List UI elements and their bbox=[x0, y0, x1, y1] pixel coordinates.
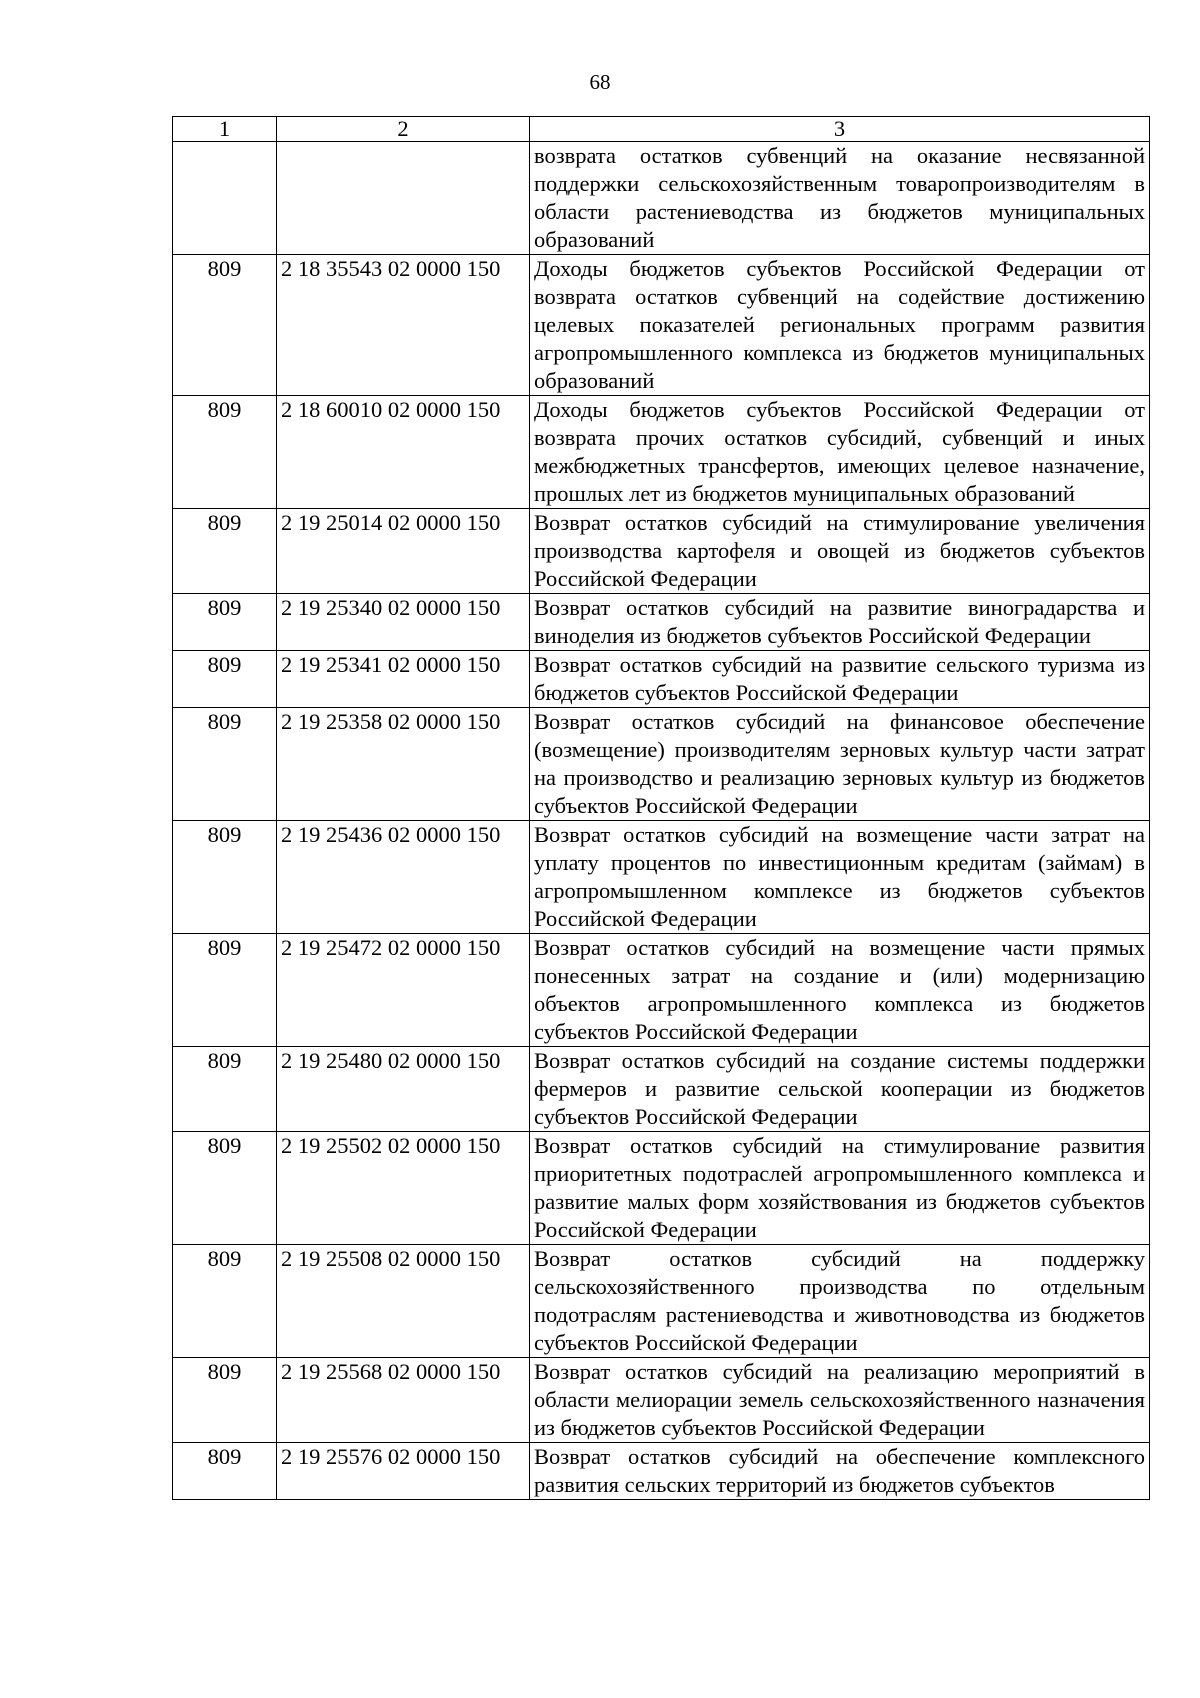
budget-code-cell: 2 19 25502 02 0000 150 bbox=[277, 1132, 530, 1245]
budget-code-cell: 2 19 25341 02 0000 150 bbox=[277, 651, 530, 708]
table-row bbox=[173, 1358, 1150, 1443]
budget-codes-table bbox=[172, 116, 1150, 1500]
description-cell: Возврат остатков субсидий на обеспечение комплексного развития сельских территорий из бюджетов субъектов bbox=[530, 1443, 1150, 1500]
budget-code-cell: 2 19 25358 02 0000 150 bbox=[277, 708, 530, 821]
admin-code-cell: 809 bbox=[173, 1245, 277, 1358]
table-row bbox=[173, 651, 1150, 708]
admin-code-cell bbox=[173, 142, 277, 255]
description-cell: Возврат остатков субсидий на возмещение части прямых понесенных затрат на создание и (или) модернизацию объектов агропромышленного комплекса из бюджетов субъектов Российской Федерации bbox=[530, 934, 1150, 1047]
table-row bbox=[173, 594, 1150, 651]
description-cell: Возврат остатков субсидий на финансовое обеспечение (возмещение) производителям зерновых культур части затрат на производство и реализацию зерновых культур из бюджетов субъектов Российской Федерации bbox=[530, 708, 1150, 821]
description-cell: Возврат остатков субсидий на возмещение части затрат на уплату процентов по инвестиционным кредитам (займам) в агропромышленном комплексе из бюджетов субъектов Российской Федерации bbox=[530, 821, 1150, 934]
table-row bbox=[173, 934, 1150, 1047]
budget-code-cell: 2 19 25568 02 0000 150 bbox=[277, 1358, 530, 1443]
description-cell: Возврат остатков субсидий на развитие сельского туризма из бюджетов субъектов Российской Федерации bbox=[530, 651, 1150, 708]
description-cell: Возврат остатков субсидий на стимулирование развития приоритетных подотраслей агропромышленного комплекса и развитие малых форм хозяйствования из бюджетов субъектов Российской Федерации bbox=[530, 1132, 1150, 1245]
admin-code-cell: 809 bbox=[173, 1132, 277, 1245]
admin-code-cell: 809 bbox=[173, 255, 277, 396]
header-col-1: 1 bbox=[173, 117, 277, 142]
budget-code-cell: 2 19 25436 02 0000 150 bbox=[277, 821, 530, 934]
admin-code-cell: 809 bbox=[173, 708, 277, 821]
budget-code-cell: 2 18 35543 02 0000 150 bbox=[277, 255, 530, 396]
table-row bbox=[173, 509, 1150, 594]
admin-code-cell: 809 bbox=[173, 1358, 277, 1443]
description-cell: Доходы бюджетов субъектов Российской Федерации от возврата остатков субвенций на содействие достижению целевых показателей региональных программ развития агропромышленного комплекса из бюджетов муниципальных образований bbox=[530, 255, 1150, 396]
budget-code-cell: 2 19 25576 02 0000 150 bbox=[277, 1443, 530, 1500]
table-row bbox=[173, 708, 1150, 821]
description-cell: Возврат остатков субсидий на развитие виноградарства и виноделия из бюджетов субъектов Российской Федерации bbox=[530, 594, 1150, 651]
table-row bbox=[173, 821, 1150, 934]
admin-code-cell: 809 bbox=[173, 934, 277, 1047]
admin-code-cell: 809 bbox=[173, 396, 277, 509]
budget-code-cell: 2 19 25480 02 0000 150 bbox=[277, 1047, 530, 1132]
admin-code-cell: 809 bbox=[173, 509, 277, 594]
admin-code-cell: 809 bbox=[173, 1443, 277, 1500]
table-row bbox=[173, 142, 1150, 255]
header-col-3: 3 bbox=[530, 117, 1150, 142]
description-cell: Доходы бюджетов субъектов Российской Федерации от возврата прочих остатков субсидий, субвенций и иных межбюджетных трансфертов, имеющих целевое назначение, прошлых лет из бюджетов муниципальных образований bbox=[530, 396, 1150, 509]
budget-code-cell bbox=[277, 142, 530, 255]
description-cell: Возврат остатков субсидий на реализацию мероприятий в области мелиорации земель сельскохозяйственного назначения из бюджетов субъектов Российской Федерации bbox=[530, 1358, 1150, 1443]
budget-code-cell: 2 18 60010 02 0000 150 bbox=[277, 396, 530, 509]
table-row bbox=[173, 1443, 1150, 1500]
header-col-2: 2 bbox=[277, 117, 530, 142]
admin-code-cell: 809 bbox=[173, 821, 277, 934]
page-number: 68 bbox=[589, 70, 611, 94]
table-body bbox=[173, 142, 1150, 1500]
admin-code-cell: 809 bbox=[173, 1047, 277, 1132]
description-cell: Возврат остатков субсидий на стимулирование увеличения производства картофеля и овощей из бюджетов субъектов Российской Федерации bbox=[530, 509, 1150, 594]
description-cell: Возврат остатков субсидий на поддержку сельскохозяйственного производства по отдельным подотраслям растениеводства и животноводства из бюджетов субъектов Российской Федерации bbox=[530, 1245, 1150, 1358]
table-row bbox=[173, 1047, 1150, 1132]
table-row bbox=[173, 1132, 1150, 1245]
description-cell: возврата остатков субвенций на оказание несвязанной поддержки сельскохозяйственным товаропроизводителям в области растениеводства из бюджетов муниципальных образований bbox=[530, 142, 1150, 255]
budget-code-cell: 2 19 25508 02 0000 150 bbox=[277, 1245, 530, 1358]
table-row bbox=[173, 396, 1150, 509]
admin-code-cell: 809 bbox=[173, 651, 277, 708]
description-cell: Возврат остатков субсидий на создание системы поддержки фермеров и развитие сельской кооперации из бюджетов субъектов Российской Федерации bbox=[530, 1047, 1150, 1132]
admin-code-cell: 809 bbox=[173, 594, 277, 651]
budget-code-cell: 2 19 25340 02 0000 150 bbox=[277, 594, 530, 651]
budget-code-cell: 2 19 25472 02 0000 150 bbox=[277, 934, 530, 1047]
header-row bbox=[173, 117, 1150, 142]
table-row bbox=[173, 1245, 1150, 1358]
budget-code-cell: 2 19 25014 02 0000 150 bbox=[277, 509, 530, 594]
table-row bbox=[173, 255, 1150, 396]
table-header bbox=[173, 117, 1150, 142]
